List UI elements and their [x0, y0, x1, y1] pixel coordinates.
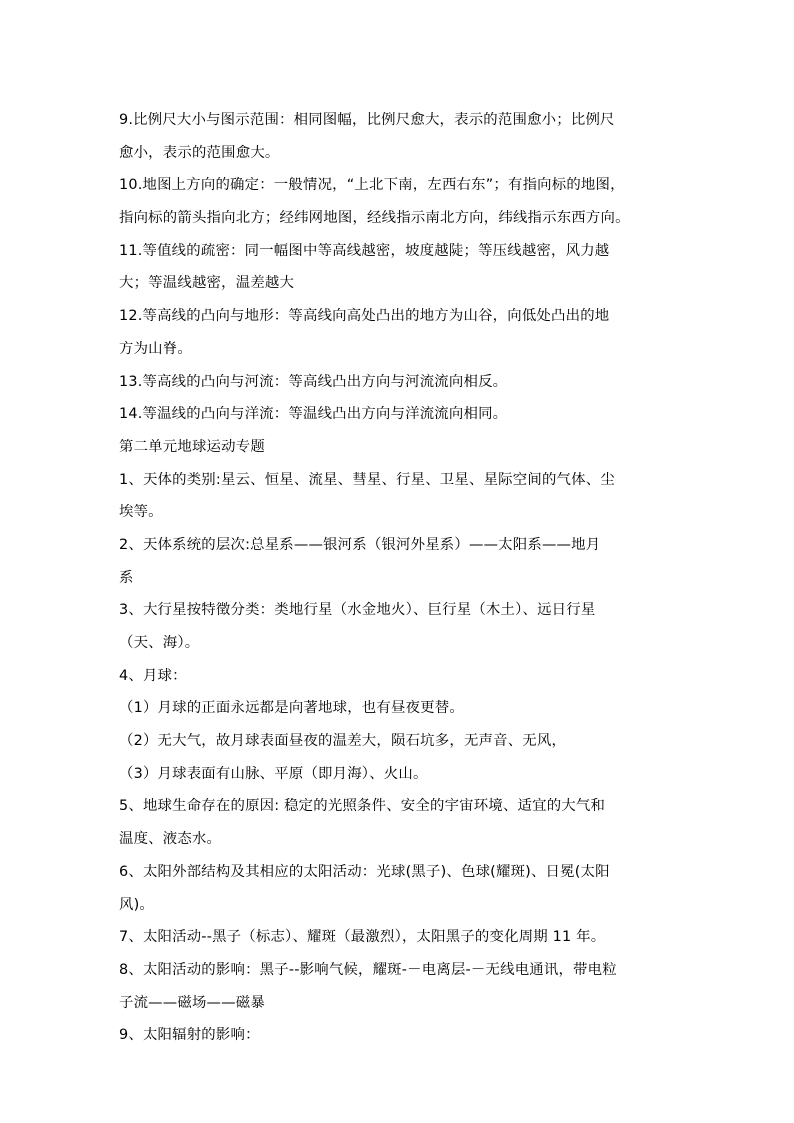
text-line: 9.比例尺大小与图示范围：相同图幅，比例尺愈大，表示的范围愈小；比例尺 [119, 112, 615, 128]
text-line: 大；等温线越密，温差越大 [119, 275, 295, 292]
text-line: 温度、液态水。 [119, 831, 222, 848]
text-line: 3、大行星按特徵分类：类地行星（水金地火）、巨行星（木土）、远日行星 [119, 602, 596, 619]
text-line: （天、海）。 [119, 635, 200, 651]
text-line: （2）无大气，故月球表面昼夜的温差大，陨石坑多，无声音、无风， [119, 733, 567, 750]
text-line: 11.等值线的疏密：同一幅图中等高线越密，坡度越陡；等压线越密，风力越 [119, 242, 610, 259]
text-line: 方为山脊。 [119, 340, 192, 357]
section-heading: 第二单元地球运动专题 [119, 438, 265, 455]
text-line: 13.等高线的凸向与河流：等高线凸出方向与河流流向相反。 [119, 373, 508, 390]
text-line: 5、地球生命存在的原因: 稳定的光照条件、安全的宇宙环境、适宜的大气和 [119, 798, 606, 815]
text-line: 指向标的箭头指向北方；经纬网地图，经线指示南北方向，纬线指示东西方向。 [119, 210, 630, 227]
text-line: 7、太阳活动--黑子（标志）、耀斑（最激烈），太阳黑子的变化周期 11 年。 [119, 929, 606, 946]
text-line: 1、天体的类别:星云、恒星、流星、彗星、行星、卫星、星际空间的气体、尘 [119, 471, 615, 488]
text-line: 9、太阳辐射的影响： [119, 1027, 260, 1044]
text-line: 子流——磁场——磁暴 [119, 994, 265, 1011]
text-line: 4、月球： [119, 667, 187, 684]
text-line: 风)。 [119, 896, 154, 913]
document-body [119, 104, 699, 1052]
text-line: （1）月球的正面永远都是向著地球，也有昼夜更替。 [119, 700, 464, 717]
text-line: 愈小，表示的范围愈大。 [119, 144, 280, 161]
text-line: 2、天体系统的层次:总星系——银河系（银河外星系）——太阳系——地月 [119, 536, 601, 553]
text-line: 14.等温线的凸向与洋流：等温线凸出方向与洋流流向相同。 [119, 406, 508, 423]
text-line: 10.地图上方向的确定：一般情况，“上北下南，左西右东”；有指向标的地图， [119, 177, 625, 194]
text-line: 埃等。 [119, 504, 163, 521]
text-line: 系 [119, 569, 134, 586]
text-line: 8、太阳活动的影响：黑子--影响气候，耀斑-－电离层-－无线电通讯，带电粒 [119, 961, 617, 978]
text-line: 12.等高线的凸向与地形：等高线向高处凸出的地方为山谷，向低处凸出的地 [119, 308, 610, 325]
text-line: （3）月球表面有山脉、平原（即月海）、火山。 [119, 765, 428, 782]
text-line: 6、太阳外部结构及其相应的太阳活动：光球(黑子)、色球(耀斑)、日冕(太阳 [119, 863, 610, 880]
